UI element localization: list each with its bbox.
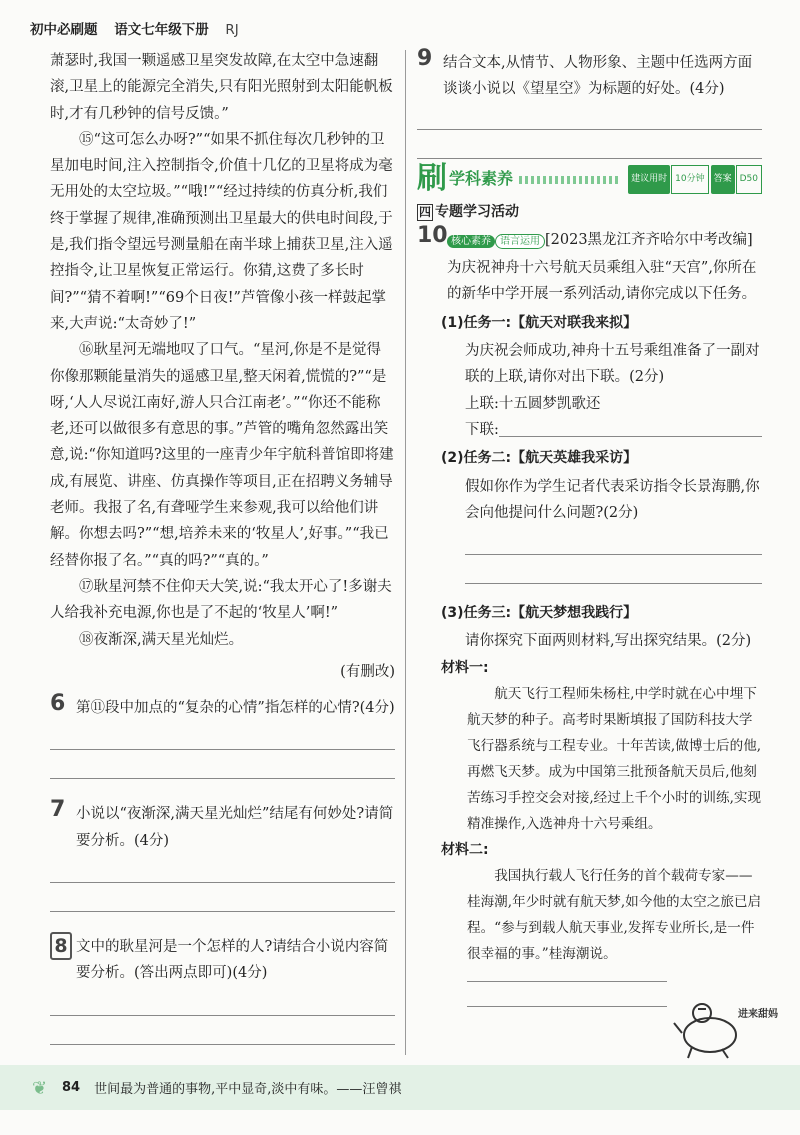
task-1 (441, 310, 762, 443)
mascot-illustration (672, 995, 778, 1060)
task-title: (2)任务二:【航天英雄我采访】 (441, 450, 638, 467)
answer-line[interactable] (417, 158, 762, 159)
page-footer (0, 1065, 800, 1110)
task-text: 为庆祝会师成功,神舟十五号乘组准备了一副对联的上联,请你对出下联。(2分) (465, 343, 760, 386)
question-number: 9 (417, 46, 433, 71)
time-label: 建议用时 (628, 165, 670, 193)
task-2 (441, 445, 762, 598)
core-literacy-tag: 核心素养 (447, 235, 495, 248)
paragraph-18: ⑱夜渐深,满天星光灿烂。 (79, 631, 244, 648)
task-title: (3)任务三:【航天梦想我践行】 (441, 605, 638, 622)
couplet-answer-line[interactable] (499, 417, 762, 437)
edition-label: RJ (225, 22, 239, 38)
right-column (417, 48, 762, 1007)
paragraph-17: ⑰耿星河禁不住仰天大笑,说:“我太开心了!多谢夫人给我补充电源,你也是了不起的‘牧星人’啊!” (50, 578, 392, 622)
column-divider (405, 50, 406, 1055)
question-10 (417, 222, 762, 308)
question-6 (50, 691, 395, 721)
material-2-label: 材料二: (441, 842, 489, 859)
answer-label: 答案 (711, 165, 735, 193)
subsection-title-text: 专题学习活动 (435, 203, 519, 220)
language-use-tag: 语言运用 (495, 234, 545, 249)
footer-quote: 世间最为普通的事物,平中显奇,淡中有味。——汪曾祺 (94, 1082, 402, 1097)
mascot-caption: 进来甜妈 (738, 1009, 778, 1020)
source-note: (有删改) (340, 663, 395, 680)
couplet-lower-label: 下联: (465, 421, 499, 438)
question-text: 第⑪段中加点的“复杂的心情”指怎样的心情?(4分) (76, 700, 395, 717)
question-number: 10 (417, 222, 448, 248)
material-1-label: 材料一: (441, 659, 489, 676)
question-9 (417, 46, 762, 103)
paragraph-15: ⑮“这可怎么办呀?”“如果不抓住每次几秒钟的卫星加电时间,注入控制指令,价值十几亿的卫星将成为毫无用处的太空垃圾。”“哦!”“经过持续的仿真分析,我们终于掌握了规律,准确预测出卫星最大的供电时间段,于是,我们指令望远号测量船在南半球上捕获卫星,注入遥控指令,让卫星恢复正常运行。你猜,这费了多长时间?”“猜不着啊!”“69个日夜!”芦管像小孩一样鼓起掌来,大声说:“太奇妙了!” (50, 131, 393, 332)
leaf-icon: ❦ (32, 1077, 48, 1099)
task-3 (441, 600, 762, 655)
material-1-text: 航天飞行工程师朱杨柱,中学时就在心中埋下航天梦的种子。高考时果断填报了国防科技大学飞行器系统与工程专业。十年苦读,做博士后的他,再燃飞天梦。成为中国第三批预备航天员后,他刻苦练习手控交会对接,经过上千个小时的训练,实现精准操作,入选神舟十六号乘组。 (467, 686, 762, 833)
answer-line[interactable] (467, 1006, 667, 1007)
couplet-upper: 上联:十五圆梦凯歌还 (465, 395, 601, 412)
task-text: 假如你作为学生记者代表采访指令长景海鹏,你会向他提问什么问题?(2分) (465, 478, 760, 521)
subject-title: 语文七年级下册 (114, 22, 209, 38)
answer-line[interactable] (50, 1044, 395, 1045)
task-title: (1)任务一:【航天对联我来拟】 (441, 314, 638, 331)
material-2-text: 我国执行载人飞行任务的首个载荷专家——桂海潮,年少时就有航天梦,如今他的太空之旅已启程。“参与到载人航天事业,发挥专业所长,是一件很幸福的事。”桂海潮说。 (467, 868, 762, 963)
question-number: 7 (50, 797, 66, 823)
subsection-title (417, 199, 762, 225)
task-text: 请你探究下面两则材料,写出探究结果。(2分) (465, 633, 752, 650)
paragraph-16: ⑯耿星河无端地叹了口气。“星河,你是不是觉得你像那颗能量消失的遥感卫星,整天闲着,慌慌的?”“是呀,‘人人尽说江南好,游人只合江南老’。”“你还不能称老,还可以做很多有意思的事。”芦管的嘴角忽然露出笑意,说:“你知道吗?这里的一座青少年宇航科普馆即将建成,有展览、讲座、仿真操作等项目,正在招聘义务辅导老师。我报了名,有聋哑学生来参观,我可以给他们讲解。你想去吗?”“想,培养未来的‘牧星人’,好事。”“我已经替你报了名。”“真的吗?”“真的。” (50, 342, 394, 569)
answer-page: D50 (736, 165, 762, 193)
question-text: 结合文本,从情节、人物形象、主题中任选两方面谈谈小说以《望星空》为标题的好处。(4分) (443, 55, 753, 98)
book-title: 初中必刷题 (30, 22, 98, 38)
paragraph-14-end: 萧瑟时,我国一颗遥感卫星突发故障,在太空中急速翻滚,卫星上的能源完全消失,只有阳光照射到太阳能帆板时,才有几秒钟的信号反馈。” (50, 53, 393, 122)
question-7 (50, 797, 395, 854)
section-stripe (519, 176, 620, 184)
time-value: 10分钟 (671, 165, 708, 193)
subsection-number-box: 四 (418, 204, 431, 219)
page-header (30, 18, 770, 42)
question-text: 小说以“夜渐深,满天星光灿烂”结尾有何妙处?请简要分析。(4分) (76, 806, 394, 849)
question-8 (50, 934, 395, 987)
question-text: 文中的耿星河是一个怎样的人?请结合小说内容简要分析。(答出两点即可)(4分) (76, 939, 389, 982)
section-header (417, 161, 762, 197)
question-number: 6 (50, 691, 66, 717)
left-column (50, 48, 395, 1045)
section-title: 学科素养 (449, 169, 514, 189)
page-number: 84 (62, 1080, 81, 1095)
question-number: 8 (50, 932, 72, 960)
section-brush-glyph: 刷 (417, 161, 447, 197)
question-text: [2023黑龙江齐齐哈尔中考改编]为庆祝神舟十六号航天员乘组入驻“天宫”,你所在的新华中学开展一系列活动,请你完成以下任务。 (447, 231, 757, 303)
